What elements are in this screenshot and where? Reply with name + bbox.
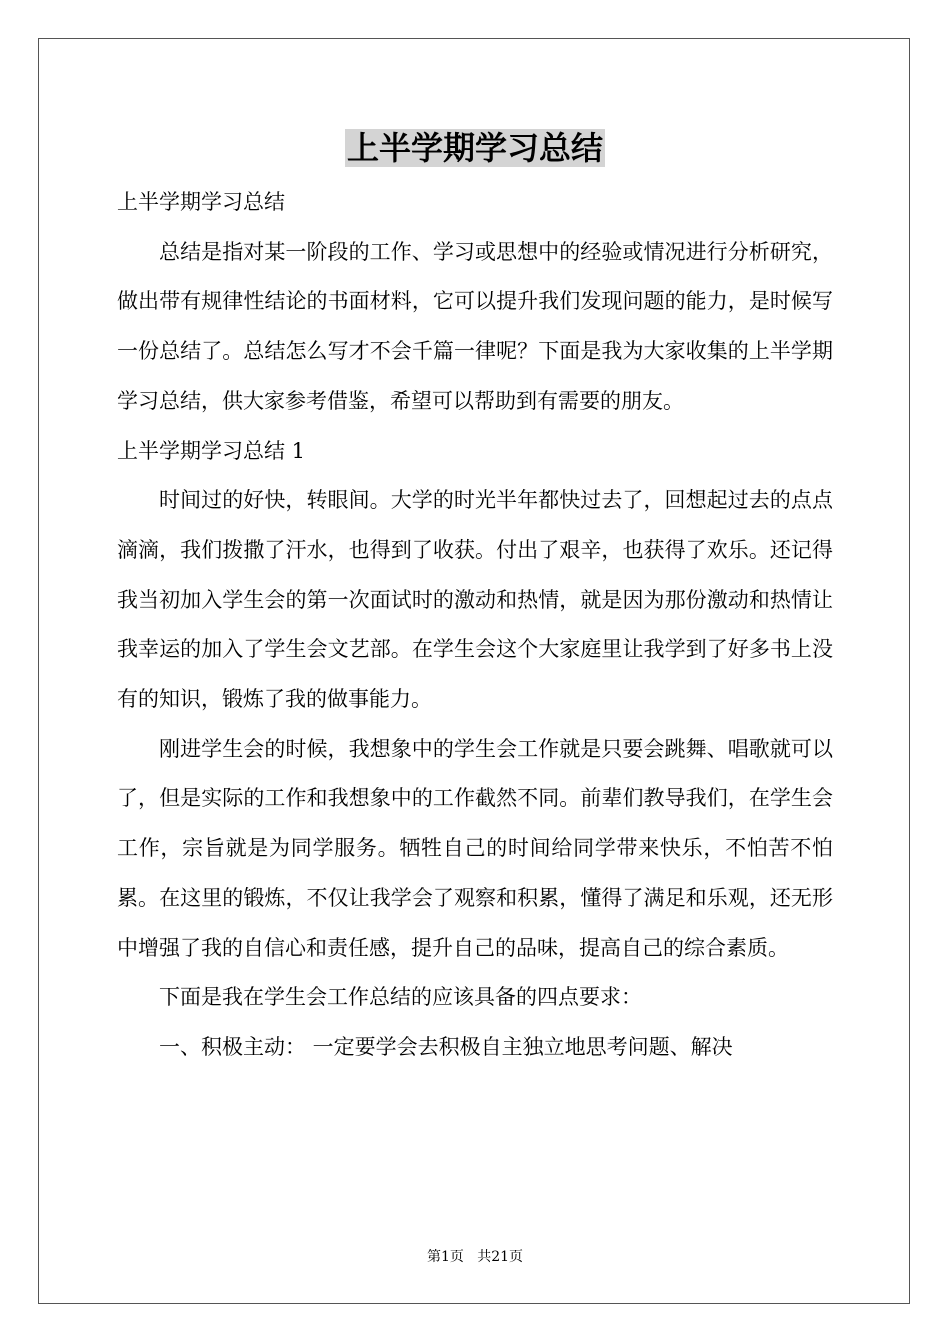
document-title <box>0 126 950 170</box>
document-body <box>117 178 833 1073</box>
body-paragraph: 下面是我在学生会工作总结的应该具备的四点要求： <box>159 985 642 1010</box>
body-paragraph: 上半学期学习总结 <box>117 190 285 214</box>
body-paragraph: 刚进学生会的时候，我想象中的学生会工作就是只要会跳舞、唱歌就可以了，但是实际的工作和我想象中的工作截然不同。前辈们教导我们，在学生会工作，宗旨就是为同学服务。牺牲自己的时间给同学带来快乐，不怕苦不怕累。在这里的锻炼，不仅让我学会了观察和积累，懂得了满足和乐观，还无形中增强了我的自信心和责任感，提升自己的品味，提高自己的综合素质。 <box>117 736 833 960</box>
body-paragraph: 总结是指对某一阶段的工作、学习或思想中的经验或情况进行分析研究，做出带有规律性结论的书面材料，它可以提升我们发现问题的能力，是时候写一份总结了。总结怎么写才不会千篇一律呢？下面是我为大家收集的上半学期学习总结，供大家参考借鉴，希望可以帮助到有需要的朋友。 <box>117 239 833 413</box>
body-paragraph: 一、积极主动： 一定要学会去积极自主独立地思考问题、解决 <box>159 1034 733 1059</box>
page-footer: 第1页 共21页 <box>426 1249 524 1265</box>
body-paragraph: 时间过的好快，转眼间。大学的时光半年都快过去了，回想起过去的点点滴滴，我们拨撒了汗水，也得到了收获。付出了艰辛，也获得了欢乐。还记得我当初加入学生会的第一次面试时的激动和热情，就是因为那份激动和热情让我幸运的加入了学生会文艺部。在学生会这个大家庭里让我学到了好多书上没有的知识，锻炼了我的做事能力。 <box>117 488 833 712</box>
section-heading: 上半学期学习总结 1 <box>117 438 306 463</box>
document-title-text: 上半学期学习总结 <box>346 129 603 167</box>
